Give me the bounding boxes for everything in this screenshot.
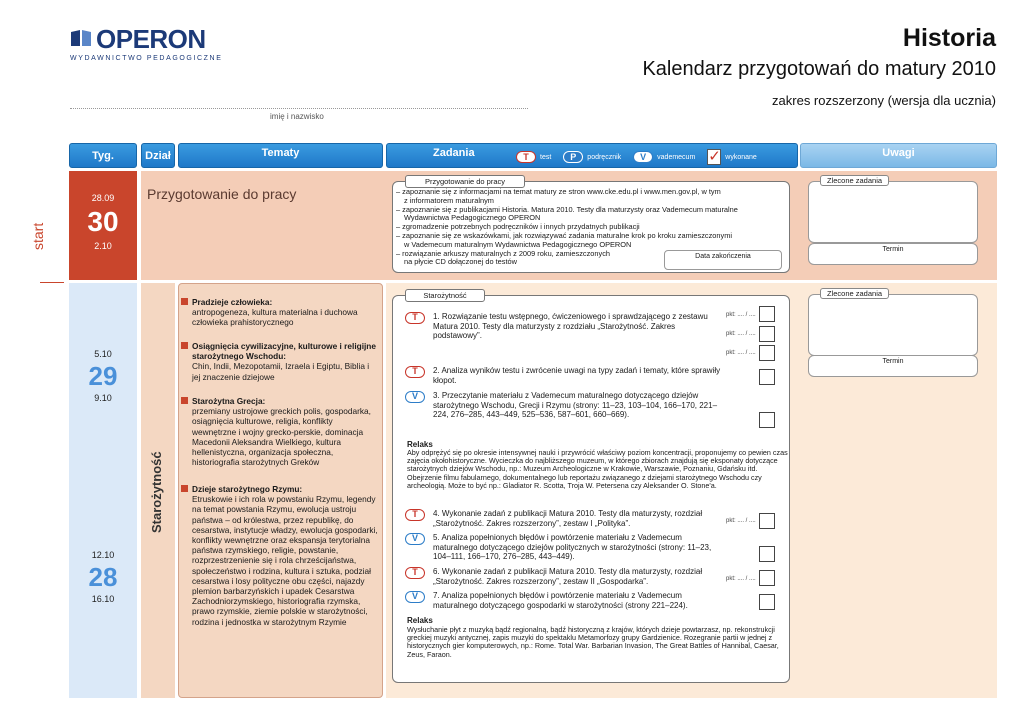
termin-field[interactable]: Termin — [808, 243, 978, 265]
task-item — [405, 312, 723, 341]
task-item — [405, 391, 723, 420]
topic-item — [181, 396, 379, 467]
col-header-tematy: Tematy — [178, 143, 383, 168]
page-title: Kalendarz przygotowań do matury 2010 — [642, 58, 996, 80]
test-icon: T — [516, 151, 536, 163]
task-text: 1. Rozwiązanie testu wstępnego, ćwiczeniowego i sprawdzającego z zestawu Matura 2010. Testy dla maturzysty z rozdziału „Starożytność. Zakres podstawowy”. — [433, 312, 708, 340]
notes-box[interactable] — [808, 181, 978, 243]
legend — [516, 149, 757, 165]
checkmark-icon: ✓ — [708, 148, 721, 165]
dzial-label: Starożytność — [149, 451, 164, 533]
name-field[interactable] — [70, 108, 528, 109]
prep-line: z informatorem maturalnym — [404, 195, 494, 205]
bullet-icon — [181, 485, 188, 492]
done-checkbox[interactable] — [759, 326, 775, 342]
week-date-to: 16.10 — [91, 594, 115, 604]
topic-heading: Starożytna Grecja: — [192, 396, 266, 406]
topic-heading: Osiągnięcia cywilizacyjne, kulturowe i religijne starożytnego Wschodu: — [192, 341, 376, 362]
task-item — [405, 533, 723, 562]
legend-podrecznik-label: podręcznik — [587, 153, 622, 161]
relaks-text: Wysłuchanie płyt z muzyką bądź regionalną, bądź historyczną z krajów, których dzieje powtarzasz, np. rekonstrukcji greckiej muzyki antycznej, zapis muzyki do spektaklu Metamorfozy grupy Gardzienice. Rozegranie partii w jednej z historycznych gier komputerowych, np.: Rome. Total War. Barbarian Invasion, The Great Battles of Hannibal, Caesar, Zeus, Faraon. — [407, 625, 779, 659]
points-field: pkt: .... / .... — [726, 350, 756, 356]
bullet-icon — [181, 298, 188, 305]
week-number: 30 — [87, 206, 119, 237]
prep-line: Wydawnictwa Pedagogicznego OPERON — [404, 213, 541, 223]
prep-line: – zapoznanie się z informacjami na temat matury ze stron www.cke.edu.pl i www.men.gov.pl, w tym — [396, 187, 721, 196]
test-icon: T — [405, 509, 425, 521]
task-text: 2. Analiza wyników testu i zwrócenie uwagi na typy zadań i tematy, które sprawiły kłopot. — [433, 366, 721, 385]
topic-body: Etruskowie i ich rola w powstaniu Rzymu, legendy na temat powstania Rzymu, ewolucja ustroju państwa – od królestwa, przez republikę, do cesarstwa, instytucje władzy, ewolucja gospodarki, konflikty wewnętrzne oraz ekspansja terytorialna państwa rzymskiego, religie, powstanie, rozprzestrzenienie się i rola chrześcijaństwa, społeczeństwo i rodzina, kultura i sztuka, podział cesarstwa i losy polityczne obu części, najazdy plemion barbarzyńskich i upadek Cesarstwa Zachodniorzymskiego, historiografia rzymska, prawo rzymskie, ziemie polskie w starożytności, rodzina i jednostka w starożytnym Rzymie — [192, 494, 378, 627]
test-icon: T — [405, 366, 425, 378]
prep-line: – rozwiązanie arkuszy maturalnych z 2009 roku, zamieszczonych — [396, 248, 611, 258]
task-text: 6. Wykonanie zadań z publikacji Matura 2010. Testy dla maturzysty, rozdział „Starożytność. Zakres rozszerzony”, zestaw II „Gospodarka”. — [433, 567, 703, 586]
brand-logo: OPERON — [96, 24, 206, 54]
task-item — [405, 567, 723, 586]
col-header-uwagi: Uwagi — [800, 143, 997, 168]
topic-heading: Pradzieje człowieka: — [192, 297, 273, 307]
scope-subtitle: zakres rozszerzony (wersja dla ucznia) — [772, 93, 996, 108]
points-field: pkt: .... / .... — [726, 312, 756, 318]
relaks-text: Aby odprężyć się po okresie intensywnej nauki i przywrócić właściwy poziom koncentracji, proponujemy co pewien czas zajęcia okołohistoryczne. Wycieczka do najbliższego muzeum, w którego zbiorach znajdują się eksponaty dotyczące starożytnych dziejów Wschodu, np.: Muzeum Archeologiczne w Krakowie, Warszawie, Poznaniu, Gdańsku itd. Obejrzenie filmu fabularnego, dokumentalnego lub reportażu związanego z dziejami starożytnego Wschodu czy archeologią. Może to być np.: Gladiator R. Scotta, Troja W. Petersena czy Aleksander O. Stone'a. — [407, 448, 788, 490]
notes-box[interactable] — [808, 294, 978, 356]
panel-tab: Starożytność — [405, 289, 485, 302]
legend-test-label: test — [540, 153, 552, 161]
week-column-2 — [69, 283, 137, 698]
bullet-icon — [181, 342, 188, 349]
vademecum-icon: V — [405, 591, 425, 603]
book-logo-icon — [70, 28, 92, 48]
test-icon: T — [405, 312, 425, 324]
points-field: pkt: .... / .... — [726, 331, 756, 337]
topic-item — [181, 484, 379, 627]
completion-date-field[interactable]: Data zakończenia — [664, 250, 782, 270]
prep-line: – zapoznanie się ze wskazówkami, jak rozwiązywać zadania maturalne krok po kroku zamieszczonymi — [396, 230, 733, 240]
task-text: 4. Wykonanie zadań z publikacji Matura 2010. Testy dla maturzysty, rozdział „Starożytność. Zakres rozszerzony”, zestaw I „Polityka”. — [433, 509, 703, 528]
done-checkbox[interactable] — [759, 570, 775, 586]
week-number: 29 — [88, 361, 118, 391]
done-checkbox[interactable] — [759, 369, 775, 385]
week-number: 28 — [88, 562, 118, 592]
done-checkbox[interactable] — [759, 306, 775, 322]
col-header-dzial: Dział — [141, 143, 175, 168]
notes-tab: Zlecone zadania — [820, 175, 889, 186]
legend-vademecum-label: vademecum — [657, 153, 696, 161]
task-item — [405, 366, 723, 385]
topic-body: przemiany ustrojowe greckich polis, gospodarka, osiągnięcia kulturowe, religia, konflikty wewnętrzne i wojny grecko-perskie, dominacja Macedonii Aleksandra Wielkiego, kultura hellenistyczna, organizacja społeczna, historiografia starożytnych Greków — [192, 406, 371, 468]
name-label: imię i nazwisko — [270, 112, 324, 121]
topic-heading: Dzieje starożytnego Rzymu: — [192, 484, 303, 494]
vademecum-icon: V — [405, 391, 425, 403]
vademecum-icon: V — [633, 151, 653, 163]
panel-tab: Przygotowanie do pracy — [405, 175, 525, 188]
topic-item — [181, 297, 379, 328]
points-field: pkt: .... / .... — [726, 518, 756, 524]
prep-line: w Vademecum maturalnym Wydawnictwa Pedagogicznego OPERON — [404, 239, 632, 249]
done-checkbox[interactable] — [759, 345, 775, 361]
week-date-to: 2.10 — [94, 241, 112, 251]
done-checkbox[interactable] — [759, 546, 775, 562]
legend-done-label: wykonane — [725, 153, 757, 161]
section-title: Przygotowanie do pracy — [147, 186, 297, 202]
podrecznik-icon: P — [563, 151, 583, 163]
relaks-heading: Relaks — [407, 616, 433, 625]
week-date-from: 28.09 — [91, 193, 115, 203]
week-cell-30 — [69, 171, 137, 280]
task-text: 3. Przeczytanie materiału z Vademecum maturalnego dotyczącego dziejów starożytnego Wschodu, Grecji i Rzymu (strony: 11–23, 103–104, 166–170, 221–224, 276–285, 443–449, 525–536, 587–601, 660–669). — [433, 391, 718, 419]
task-text: 7. Analiza popełnionych błędów i powtórzenie materiału z Vademecum maturalnego dotyczącego gospodarki w starożytności (strony 221–224). — [433, 591, 688, 610]
week-date-from: 5.10 — [94, 349, 112, 359]
done-checkbox[interactable] — [759, 412, 775, 428]
test-icon: T — [405, 567, 425, 579]
prep-line: – zgromadzenie potrzebnych podręczników i innych przydatnych publikacji — [396, 222, 640, 232]
topic-body: Chin, Indii, Mezopotamii, Izraela i Egiptu, Biblia i jej znaczenie dziejowe — [192, 361, 370, 382]
done-checkbox[interactable] — [759, 594, 775, 610]
col-header-tyg: Tyg. — [69, 143, 137, 168]
col-header-zadania: Zadania — [386, 143, 798, 168]
notes-tab: Zlecone zadania — [820, 288, 889, 299]
topic-item — [181, 341, 379, 382]
prep-line: – zapoznanie się z publikacjami Historia. Matura 2010. Testy dla maturzysty oraz Vademecum maturalne — [396, 204, 738, 214]
prep-line: na płycie CD dołączonej do testów — [404, 257, 517, 267]
task-item — [405, 591, 723, 610]
subject-title: Historia — [902, 24, 996, 52]
start-divider — [40, 282, 64, 283]
bullet-icon — [181, 397, 188, 404]
points-field: pkt: .... / .... — [726, 576, 756, 582]
task-item — [405, 509, 723, 528]
task-text: 5. Analiza popełnionych błędów i powtórzenie materiału z Vademecum maturalnego dotyczącego dziejów politycznych w starożytności (strony: 11–23, 104–111, 166–170, 276–285, 443–449). — [433, 533, 712, 561]
vademecum-icon: V — [405, 533, 425, 545]
brand-tagline: WYDAWNICTWO PEDAGOGICZNE — [70, 55, 223, 62]
start-label: start — [30, 222, 46, 250]
done-checkbox[interactable] — [759, 513, 775, 529]
topic-body: antropogeneza, kultura materialna i duchowa człowieka prahistorycznego — [192, 307, 358, 328]
week-date-from: 12.10 — [91, 550, 115, 560]
relaks-heading: Relaks — [407, 440, 433, 449]
termin-field[interactable]: Termin — [808, 355, 978, 377]
week-date-to: 9.10 — [94, 393, 112, 403]
